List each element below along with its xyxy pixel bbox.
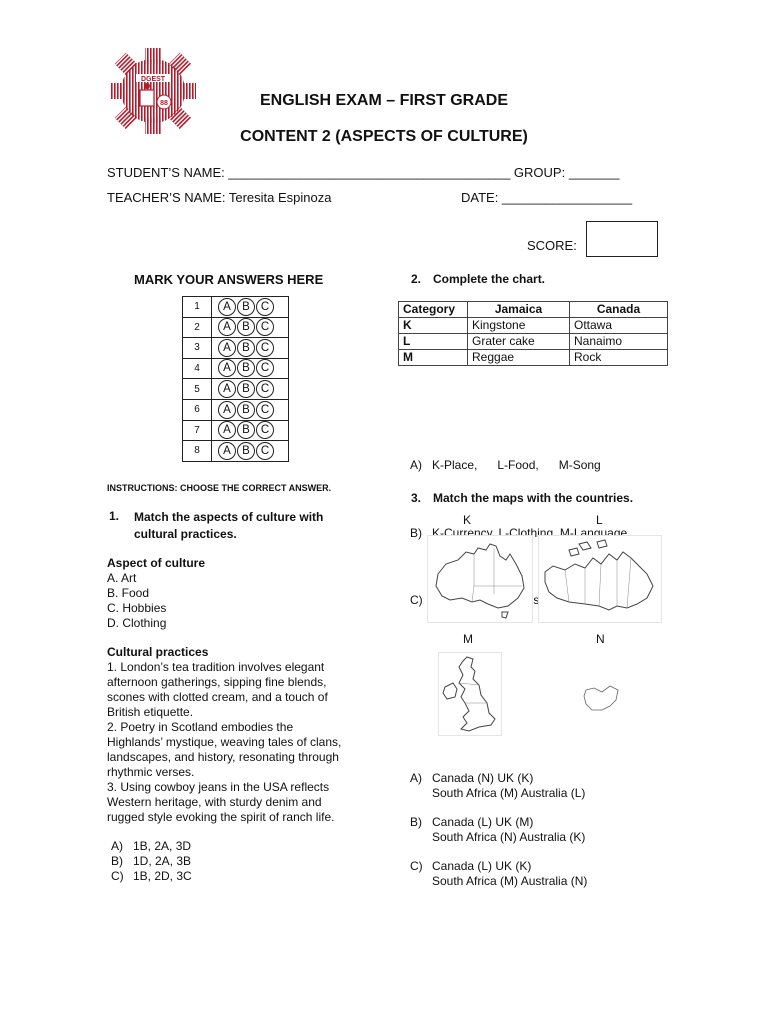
chart-row (399, 334, 668, 350)
answer-bubble-b[interactable]: B (237, 298, 255, 316)
chart-cell: Grater cake (468, 334, 570, 350)
option-letter: A) (410, 771, 422, 785)
q1-prompt (134, 509, 323, 543)
option-text: K-Place, L-Food, M-Song (432, 458, 601, 472)
q1-option-a[interactable] (111, 839, 192, 854)
q1-prompt-line: Match the aspects of culture with (134, 510, 324, 524)
answer-bubble-b[interactable]: B (237, 401, 255, 419)
answer-bubble-b[interactable]: B (237, 318, 255, 336)
answer-bubble-a[interactable]: A (218, 318, 236, 336)
chart-cell: Rock (570, 350, 668, 366)
practice-line: Western heritage, with sturdy denim and (107, 795, 322, 809)
canada-map-image (538, 535, 662, 623)
south-africa-map-image (580, 682, 622, 716)
aspect-item: D. Clothing (107, 616, 167, 630)
student-name-field[interactable]: STUDENT’S NAME: _______________________________________ GROUP: _______ (107, 165, 620, 180)
practice-line: rugged style evoking the spirit of ranch life. (107, 810, 335, 824)
answer-bubbles (212, 379, 289, 400)
map-label-k: K (463, 513, 472, 527)
answer-bubble-a[interactable]: A (218, 401, 236, 419)
chart-cell: K (399, 318, 468, 334)
option-text: K-Capital M, L-Dessert, M-Music (432, 593, 606, 607)
option-text: South Africa (N) Australia (K) (432, 830, 586, 844)
option-text: K-Currency, L-Clothing, M-Language (432, 525, 628, 540)
practice-line: landscapes, and history, resonating through (107, 750, 339, 764)
q2-prompt: Complete the chart. (433, 272, 546, 286)
aspects-heading: Aspect of culture (107, 556, 206, 570)
practice-line: scones with clotted cream, and a touch of (107, 690, 328, 704)
option-text: South Africa (M) Australia (L) (432, 786, 586, 800)
option-text: 1B, 2D, 3C (133, 869, 192, 883)
option-letter: B) (410, 815, 422, 829)
answer-bubbles (212, 338, 289, 359)
logo-text: DGEST (140, 76, 166, 83)
answer-bubble-a[interactable]: A (218, 359, 236, 377)
option-letter: C) (410, 593, 423, 607)
practice-line: 3. Using cowboy jeans in the USA reflects (107, 780, 330, 794)
practice-line: afternoon gatherings, sipping fine blends, (107, 675, 327, 689)
practices-heading: Cultural practices (107, 645, 209, 659)
aspect-item: B. Food (107, 586, 150, 600)
q3-option-a[interactable] (410, 771, 587, 801)
teacher-name-field: TEACHER’S NAME: Teresita Espinoza (107, 190, 332, 205)
answer-row (183, 420, 289, 441)
q3-prompt: Match the maps with the countries. (433, 491, 634, 505)
chart-cell: Ottawa (570, 318, 668, 334)
q3-number: 3. (411, 491, 422, 505)
q3-option-c[interactable] (410, 859, 587, 889)
answer-bubble-c[interactable]: C (256, 380, 274, 398)
answer-row (183, 441, 289, 462)
option-letter: A) (111, 839, 123, 853)
answer-row-number: 7 (183, 420, 212, 441)
answer-grid (182, 296, 289, 462)
chart-cell: L (399, 334, 468, 350)
map-label-l: L (596, 513, 603, 527)
chart-cell: M (399, 350, 468, 366)
q2-option-a[interactable] (410, 454, 627, 477)
answer-bubble-c[interactable]: C (256, 318, 274, 336)
aspect-item: A. Art (107, 571, 137, 585)
option-letter: C) (111, 869, 124, 883)
australia-map-image (427, 535, 533, 623)
option-letter: A) (410, 458, 422, 472)
answer-bubble-c[interactable]: C (256, 421, 274, 439)
svg-text:88: 88 (160, 100, 168, 107)
exam-subtitle: CONTENT 2 (ASPECTS OF CULTURE) (240, 128, 528, 145)
answer-row-number: 2 (183, 317, 212, 338)
answer-bubble-a[interactable]: A (218, 421, 236, 439)
date-field[interactable]: DATE: __________________ (461, 190, 633, 205)
chart-header: Canada (570, 302, 668, 318)
answer-bubbles (212, 358, 289, 379)
q1-prompt-line: cultural practices. (134, 527, 237, 541)
answer-bubble-b[interactable]: B (237, 421, 255, 439)
aspects-list (107, 556, 205, 631)
answer-row-number: 4 (183, 358, 212, 379)
option-text: Canada (N) UK (K) (432, 771, 534, 785)
instructions: INSTRUCTIONS: CHOOSE THE CORRECT ANSWER. (107, 483, 332, 493)
option-text: Canada (L) UK (M) (432, 815, 534, 829)
answer-row (183, 317, 289, 338)
q3-options (410, 771, 587, 889)
answer-bubble-c[interactable]: C (256, 298, 274, 316)
uk-map-image (438, 652, 502, 736)
option-text: 1B, 2A, 3D (133, 839, 192, 853)
practice-line: British etiquette. (107, 705, 194, 719)
chart-cell: Nanaimo (570, 334, 668, 350)
answer-bubble-b[interactable]: B (237, 442, 255, 460)
answer-row-number: 1 (183, 297, 212, 318)
q3-option-b[interactable] (410, 815, 587, 845)
option-letter: B) (111, 854, 123, 868)
practice-line: rhythmic verses. (107, 765, 195, 779)
answer-row (183, 297, 289, 318)
practices-list (107, 645, 341, 825)
map-label-n: N (596, 632, 605, 646)
culture-chart-table (398, 301, 668, 366)
answer-row-number: 6 (183, 399, 212, 420)
aspect-item: C. Hobbies (107, 601, 167, 615)
answer-row-number: 5 (183, 379, 212, 400)
answer-bubble-c[interactable]: C (256, 401, 274, 419)
option-letter: C) (410, 859, 423, 873)
chart-cell: Reggae (468, 350, 570, 366)
option-text: Canada (L) UK (K) (432, 859, 532, 873)
answer-bubble-a[interactable]: A (218, 339, 236, 357)
answer-row (183, 379, 289, 400)
q1-options (111, 839, 192, 884)
answer-row (183, 399, 289, 420)
answer-row (183, 358, 289, 379)
chart-row (399, 350, 668, 366)
answer-bubble-b[interactable]: B (237, 359, 255, 377)
answer-bubbles (212, 441, 289, 462)
answer-bubble-b[interactable]: B (237, 380, 255, 398)
score-box[interactable] (586, 221, 658, 257)
answer-row-number: 8 (183, 441, 212, 462)
practice-line: 1. London’s tea tradition involves elegant (107, 660, 325, 674)
answer-bubble-b[interactable]: B (237, 339, 255, 357)
answer-bubbles (212, 297, 289, 318)
option-text: 1D, 2A, 3B (133, 854, 192, 868)
score-label: SCORE: (527, 238, 577, 253)
q1-option-c[interactable] (111, 869, 192, 884)
answer-bubbles (212, 420, 289, 441)
option-text: South Africa (M) Australia (N) (432, 874, 588, 888)
chart-header: Category (399, 302, 468, 318)
answer-bubble-c[interactable]: C (256, 359, 274, 377)
exam-title: ENGLISH EXAM – FIRST GRADE (259, 92, 509, 109)
answer-bubbles (212, 317, 289, 338)
practice-line: Highlands’ mystique, weaving tales of clans, (107, 735, 342, 749)
map-label-m: M (463, 632, 473, 646)
q2-number: 2. (411, 272, 422, 286)
q1-number: 1. (109, 509, 120, 523)
answer-bubbles (212, 399, 289, 420)
chart-cell: Kingstone (468, 318, 570, 334)
q1-option-b[interactable] (111, 854, 192, 869)
answer-sheet-heading: MARK YOUR ANSWERS HERE (134, 272, 324, 287)
chart-header: Jamaica (468, 302, 570, 318)
answer-row-number: 3 (183, 338, 212, 359)
answer-bubble-c[interactable]: C (256, 442, 274, 460)
answer-bubble-a[interactable]: A (218, 442, 236, 460)
answer-bubble-c[interactable]: C (256, 339, 274, 357)
answer-bubble-a[interactable]: A (218, 298, 236, 316)
school-logo (108, 46, 198, 136)
chart-row (399, 318, 668, 334)
answer-bubble-a[interactable]: A (218, 380, 236, 398)
answer-row (183, 338, 289, 359)
option-letter: B) (410, 525, 422, 540)
practice-line: 2. Poetry in Scotland embodies the (107, 720, 294, 734)
